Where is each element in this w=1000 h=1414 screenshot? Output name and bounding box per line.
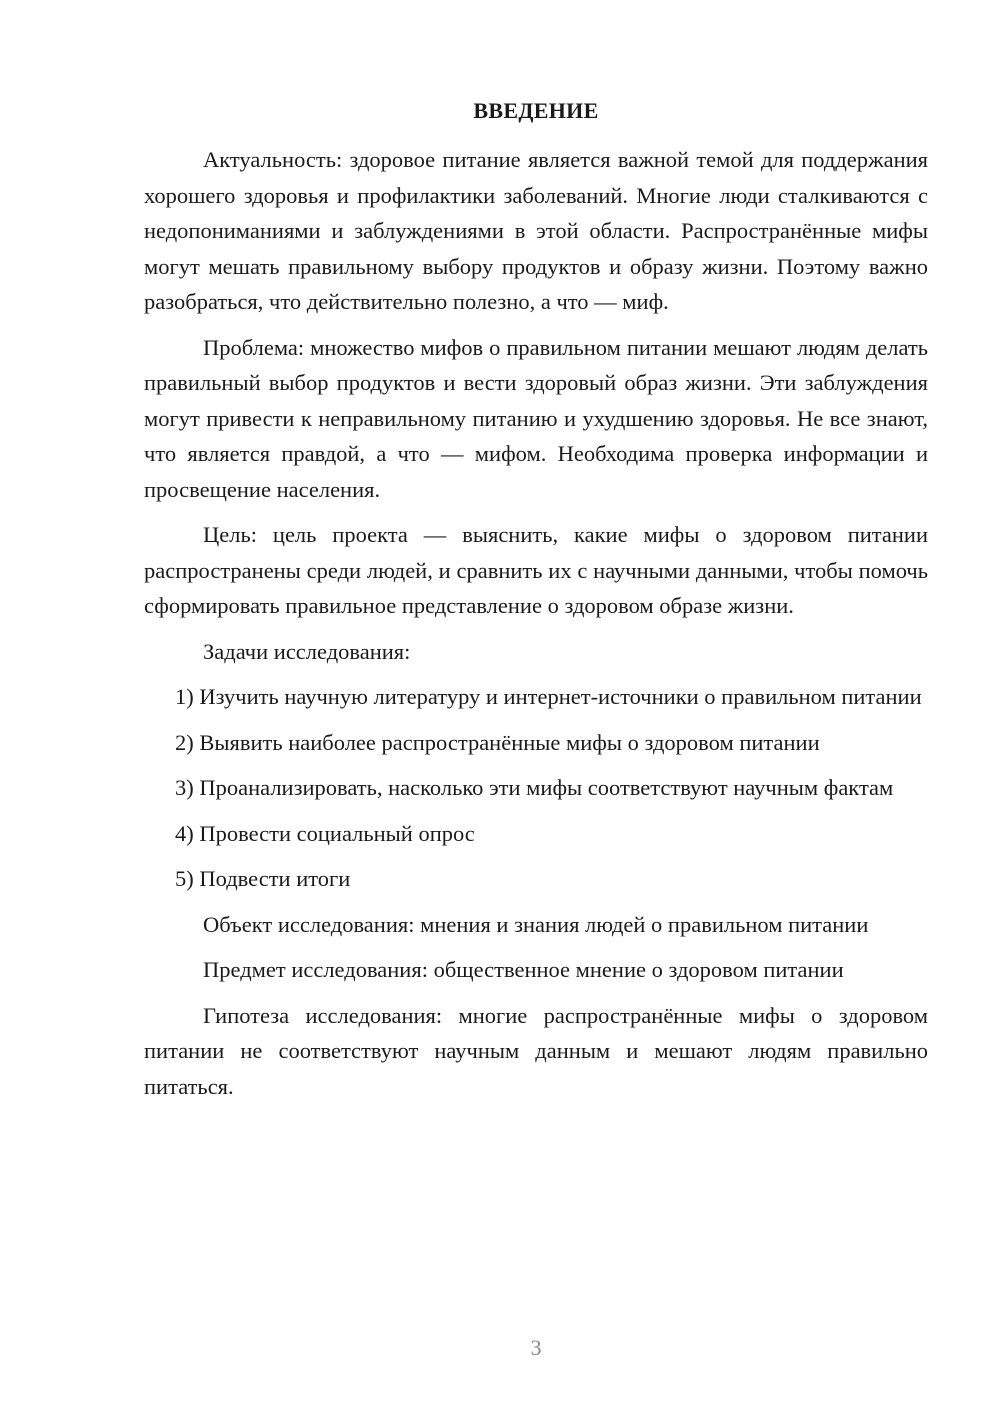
paragraph-tasks-heading: Задачи исследования: [203,638,411,664]
section-title: ВВЕДЕНИЕ [473,98,599,123]
paragraph-subject: Предмет исследования: общественное мнение о здоровом питании [203,957,844,982]
task-item-3: 3) Проанализировать, насколько эти мифы соответствуют научным фактам [175,775,894,800]
paragraph-hypothesis: Гипотеза исследования: многие распространённые мифы о здоровом питании не соответствуют научным данным и мешают людям правильно питаться. [144,1002,928,1099]
paragraph-problem: Проблема: множество мифов о правильном питании мешают людям делать правильный выбор продуктов и вести здоровый образ жизни. Эти заблуждения могут привести к неправильному питанию и ухудшению здоровья. Не все знают, что является правдой, а что — мифом. Необходима проверка информации и просвещение населения. [144,334,928,502]
page-number: 3 [530,1335,542,1360]
paragraph-object: Объект исследования: мнения и знания людей о правильном питании [203,911,869,937]
paragraph-relevance: Актуальность: здоровое питание является важной темой для поддержания хорошего здоровья и профилактики заболеваний. Многие люди сталкиваются с недопониманиями и заблуждениями в этой области. Распространённые мифы могут мешать правильному выбору продуктов и образу жизни. Поэтому важно разобраться, что действительно полезно, а что — миф. [144,147,928,314]
task-item-2: 2) Выявить наиболее распространённые мифы о здоровом питании [175,729,820,755]
task-item-4: 4) Провести социальный опрос [175,820,475,846]
body-text [144,142,928,1114]
task-item-5: 5) Подвести итоги [175,866,351,891]
paragraph-goal: Цель: цель проекта — выяснить, какие мифы о здоровом питании распространены среди людей, и сравнить их с научными данными, чтобы помочь сформировать правильное представление о здоровом образе жизни. [144,522,928,618]
document-page [144,0,928,1414]
task-item-1: 1) Изучить научную литературу и интернет-источники о правильном питании [175,684,922,709]
